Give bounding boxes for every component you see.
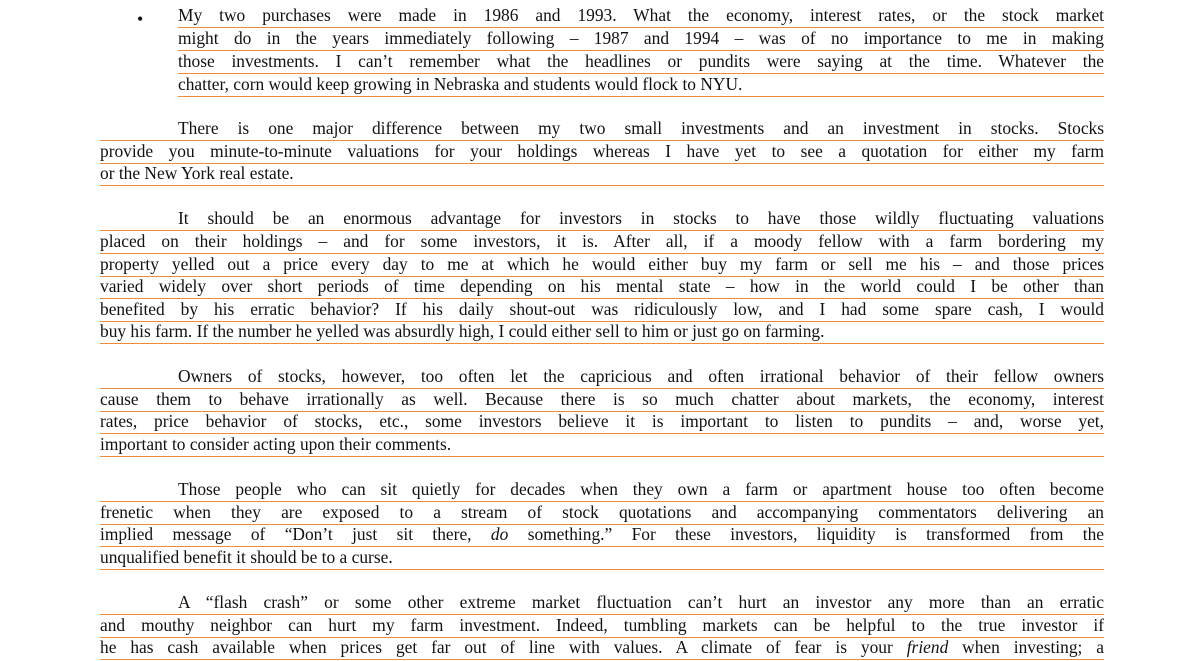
text-line: frenetic when they are exposed to a stream of stock quotations and accompanying commentators delivering an [100,502,1104,525]
text-line: rates, price behavior of stocks, etc., some investors believe it is important to listen to pundits – and, worse yet, [100,411,1104,434]
text-line: he has cash available when prices get far out of line with values. A climate of fear is your friend when investing; a [100,637,1104,660]
text-line: and mouthy neighbor can hurt my farm investment. Indeed, tumbling markets can be helpful to the true investor if [100,615,1104,638]
text-line: It should be an enormous advantage for investors in stocks to have those wildly fluctuating valuations [100,208,1104,231]
text-line: provide you minute-to-minute valuations for your holdings whereas I have yet to see a quotation for either my farm [100,141,1104,164]
bullet-marker: • [137,9,144,29]
text-line: My two purchases were made in 1986 and 1993. What the economy, interest rates, or the stock market [178,5,1104,28]
text-line: varied widely over short periods of time depending on his mental state – how in the world could I be other than [100,276,1104,299]
text-line: implied message of “Don’t just sit there, do something.” For these investors, liquidity is transformed from the [100,524,1104,547]
text-line: Owners of stocks, however, too often let the capricious and often irrational behavior of their fellow owners [100,366,1104,389]
text-line: important to consider acting upon their comments. [100,434,1104,457]
text-line: There is one major difference between my two small investments and an investment in stocks. Stocks [100,118,1104,141]
text-line: or the New York real estate. [100,163,1104,186]
text-line: property yelled out a price every day to me at which he would either buy my farm or sell me his – and those prices [100,254,1104,277]
text-line: Those people who can sit quietly for decades when they own a farm or apartment house too often become [100,479,1104,502]
text-line: might do in the years immediately following – 1987 and 1994 – was of no importance to me in making [178,28,1104,51]
text-line: those investments. I can’t remember what the headlines or pundits were saying at the time. Whatever the [178,51,1104,74]
text-line: placed on their holdings – and for some investors, it is. After all, if a moody fellow with a farm bordering my [100,231,1104,254]
text-line: buy his farm. If the number he yelled was absurdly high, I could either sell to him or just go on farming. [100,321,1104,344]
text-line: benefited by his erratic behavior? If his daily shout-out was ridiculously low, and I had some spare cash, I would [100,299,1104,322]
text-line: A “flash crash” or some other extreme market fluctuation can’t hurt an investor any more than an erratic [100,592,1104,615]
text-line: cause them to behave irrationally as well. Because there is so much chatter about markets, the economy, interest [100,389,1104,412]
text-line: unqualified benefit it should be to a curse. [100,547,1104,570]
text-line: chatter, corn would keep growing in Nebraska and students would flock to NYU. [178,74,1104,97]
